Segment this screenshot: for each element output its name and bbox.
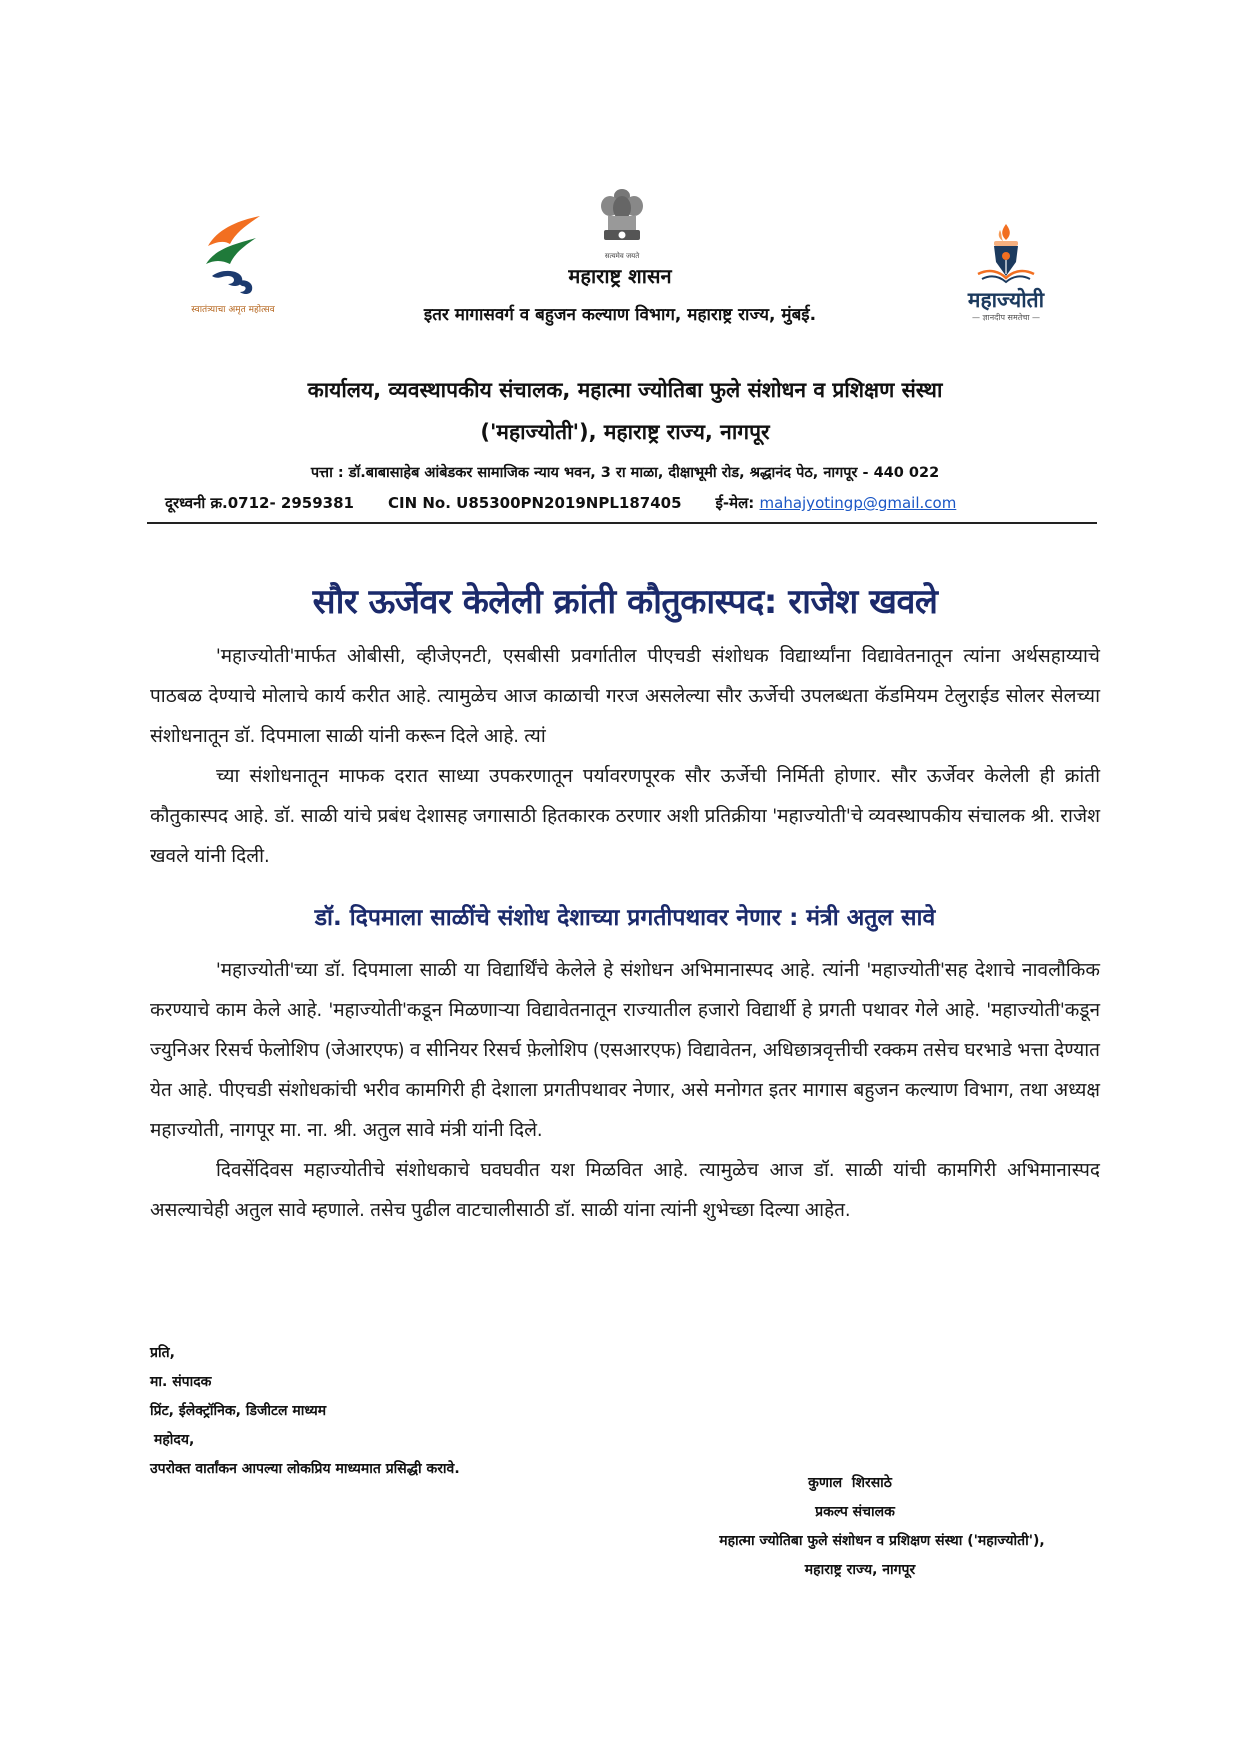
office-title-line-2: ('महाज्योती'), महाराष्ट्र राज्य, नागपूर: [480, 420, 770, 444]
signatory-name: कुणाल शिरसाठे: [808, 1475, 892, 1491]
main-headline: सौर ऊर्जेवर केलेली क्रांती कौतुकास्पद: राजेश खवले: [312, 582, 938, 622]
national-emblem: [596, 186, 648, 258]
publish-request: उपरोक्त वार्तांकन आपल्या लोकप्रिय माध्यमात प्रसिद्धी करावे.: [150, 1461, 460, 1477]
mahajyoti-logo: [948, 222, 1064, 330]
government-title: महाराष्ट्र शासन: [568, 264, 672, 288]
salutation: महोदय,: [154, 1432, 195, 1448]
recipient-media: प्रिंट, ईलेक्ट्रॉनिक, डिजीटल माध्यम: [150, 1403, 327, 1419]
signatory-title: प्रकल्प संचालक: [815, 1504, 895, 1520]
phone-number: दूरध्वनी क्र.0712- 2959381: [165, 494, 354, 512]
header-divider: [147, 522, 1097, 524]
address-line: पत्ता : डॉ.बाबासाहेब आंबेडकर सामाजिक न्याय भवन, 3 रा माळा, दीक्षाभूमी रोड, श्रद्धानंद पेठ, नागपूर - 440 022: [310, 465, 940, 481]
paragraph-1: 'महाज्योती'मार्फत ओबीसी, व्हीजेएनटी, एसबीसी प्रवर्गातील पीएचडी संशोधक विद्यार्थ्यांना विद्यावेतनातून त्यांना अर्थसहाय्याचे पाठबळ देण्याचे मोलाचे कार्य करीत आहे. त्यामुळेच आज काळाची गरज असलेल्या सौर ऊर्जेची उपलब्धता कॅडमियम टेलुराईड सोलर सेलच्या संशोधनातून डॉ. दिपमाला साळी यांनी करून दिले आहे. त्यां: [150, 645, 1100, 747]
logo-left-caption: स्वातंत्र्याचा अमृत महोत्सव: [191, 305, 275, 315]
amrit-mahotsav-emblem-icon: [178, 214, 288, 300]
department-line: इतर मागासवर्ग व बहुजन कल्याण विभाग, महाराष्ट्र राज्य, मुंबई.: [423, 305, 817, 325]
signatory-place: महाराष्ट्र राज्य, नागपूर: [804, 1562, 916, 1578]
recipient-to: प्रति,: [150, 1345, 175, 1361]
cin-number: CIN No. U85300PN2019NPL187405: [388, 494, 682, 512]
email-link[interactable]: mahajyotingp@gmail.com: [759, 494, 957, 512]
email-label: ई-मेल:: [715, 494, 755, 512]
paragraph-4: दिवसेंदिवस महाज्योतीचे संशोधकाचे घवघवीत यश मिळवित आहे. त्यामुळेच आज डॉ. साळी यांची कामगिरी अभिमानास्पद असल्याचेही अतुल सावे म्हणाले. तसेच पुढील वाटचालीसाठी डॉ. साळी यांना त्यांनी शुभेच्छा दिल्या आहेत.: [150, 1159, 1100, 1221]
paragraph-2: च्या संशोधनातून माफक दरात साध्या उपकरणातून पर्यावरणपूरक सौर ऊर्जेची निर्मिती होणार. सौर ऊर्जेवर केलेली ही क्रांती कौतुकास्पद आहे. डॉ. साळी यांचे प्रबंध देशासह जगासाठी हितकारक ठरणार अशी प्रतिक्रीया 'महाज्योती'चे व्यवस्थापकीय संचालक श्री. राजेश खवले यांनी दिली.: [150, 765, 1100, 867]
contact-line: [165, 493, 1100, 513]
office-title-line-1: कार्यालय, व्यवस्थापकीय संचालक, महात्मा ज्योतिबा फुले संशोधन व प्रशिक्षण संस्था: [307, 378, 943, 402]
article-section-1: [150, 636, 1100, 876]
recipient-editor: मा. संपादक: [150, 1374, 212, 1390]
azadi-amrit-mahotsav-logo: [178, 214, 288, 314]
mahajyoti-logo-name: महाज्योती: [967, 288, 1045, 312]
sub-headline: डॉ. दिपमाला साळींचे संशोध देशाच्या प्रगतीपथावर नेणार : मंत्री अतुल सावे: [314, 905, 936, 931]
emblem-caption: सत्यमेव जयते: [604, 252, 640, 260]
tagline-text: ज्ञानदीप समतेचा: [982, 313, 1030, 322]
article-section-2: [150, 950, 1100, 1230]
mahajyoti-logo-tagline: — ज्ञानदीप समतेचा —: [971, 313, 1041, 322]
signatory-organization: महात्मा ज्योतिबा फुले संशोधन व प्रशिक्षण संस्था ('महाज्योती'),: [719, 1533, 1045, 1549]
paragraph-3: 'महाज्योती'च्या डॉ. दिपमाला साळी या विद्यार्थिंचे केलेले हे संशोधन अभिमानास्पद आहे. त्यांनी 'महाज्योती'सह देशाचे नावलौकिक करण्याचे काम केले आहे. 'महाज्योती'कडून मिळणाऱ्या विद्यावेतनातून राज्यातील हजारो विद्यार्थी हे प्रगती पथावर गेले आहे. 'महाज्योती'कडून ज्युनिअर रिसर्च फेलोशिप (जेआरएफ) व सीनियर रिसर्च फ़ेलोशिप (एसआरएफ) विद्यावेतन, अधिछात्रवृत्तीची रक्कम तसेच घरभाडे भत्ता देण्यात येत आहे. पीएचडी संशोधकांची भरीव कामगिरी ही देशाला प्रगतीपथावर नेणार, असे मनोगत इतर मागास बहुजन कल्याण विभाग, तथा अध्यक्ष महाज्योती, नागपूर मा. ना. श्री. अतुल सावे मंत्री यांनी दिले.: [150, 959, 1100, 1141]
pen-nib-torch-icon: [948, 222, 1064, 284]
lion-capital-emblem-icon: [596, 186, 648, 248]
